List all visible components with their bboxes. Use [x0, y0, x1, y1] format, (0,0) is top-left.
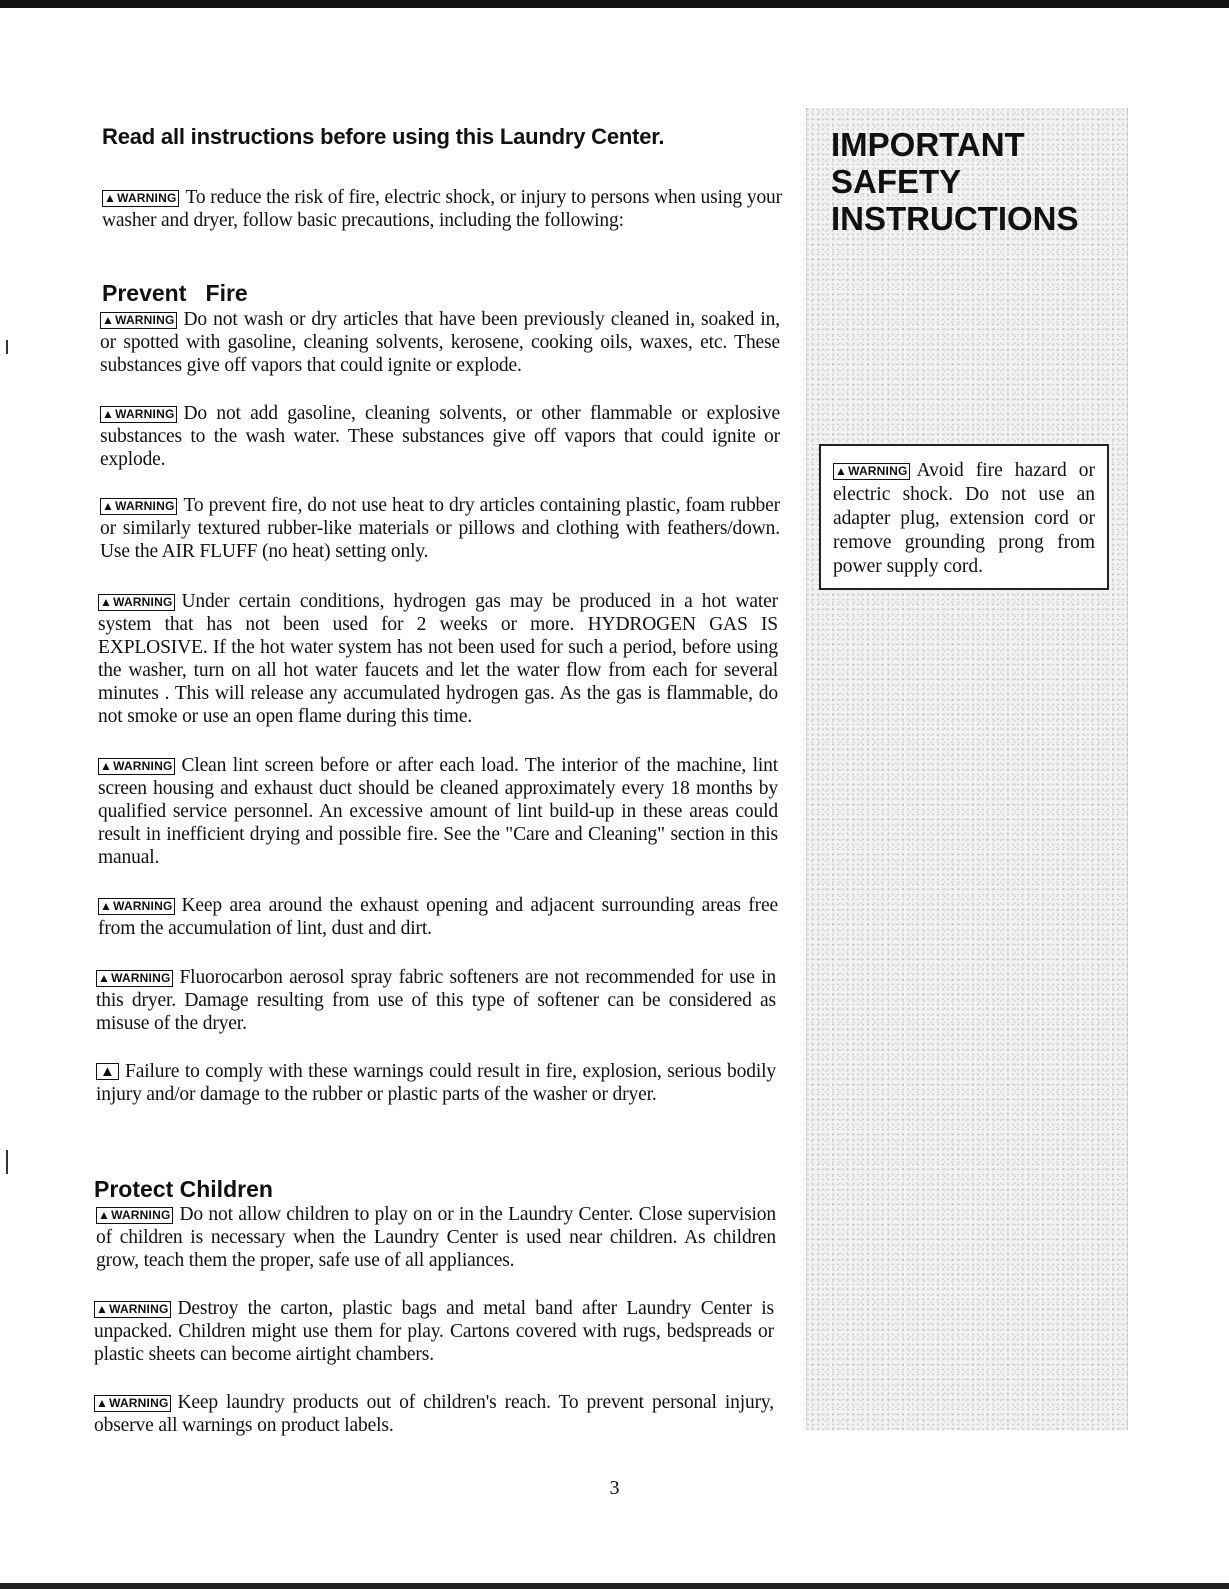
warning-triangle-icon: ▲ — [102, 407, 115, 421]
warning-item: ▲WARNING Destroy the carton, plastic bags and metal band after Laundry Center is unpacked. Children might use them for play. Cartons covered with rugs, bedspreads or plastic sheets can become airtight chambers. — [94, 1298, 774, 1365]
warning-triangle-icon: ▲ — [96, 1302, 109, 1316]
warning-item: ▲WARNING Do not allow children to play on or in the Laundry Center. Close supervision of children is necessary when the Laundry Center is used near children. As children grow, teach them the proper, safe use of all appliances. — [96, 1204, 776, 1271]
section-title-prevent-fire: Prevent Fire — [102, 280, 248, 306]
warning-badge: ▲WARNING — [98, 594, 175, 611]
warning-triangle-icon: ▲ — [98, 1208, 111, 1222]
warning-badge: ▲WARNING — [100, 498, 177, 515]
intro-warning — [102, 186, 782, 232]
warning-item: ▲WARNING To prevent fire, do not use heat to dry articles containing plastic, foam rubber or similarly textured rubber-like materials or pillows and clothing with feathers/down. Use the AIR FLUFF (no heat) setting only. — [100, 495, 780, 562]
intro-text: To reduce the risk of fire, electric shock, or injury to persons when using your washer and dryer, follow basic precautions, including the following: — [102, 187, 782, 231]
scan-bottom-edge — [0, 1583, 1229, 1589]
page-heading: Read all instructions before using this Laundry Center. — [102, 124, 665, 149]
warning-badge: ▲WARNING — [100, 406, 177, 423]
scan-top-edge — [0, 0, 1229, 8]
page-number: 3 — [609, 1477, 620, 1499]
scan-margin-mark — [6, 340, 8, 354]
warning-item: ▲WARNING Do not wash or dry articles that have been previously cleaned in, soaked in, or spotted with gasoline, cleaning solvents, kerosene, cooking oils, waxes, etc. These substances give off vapors that could ignite or explode. — [100, 309, 780, 376]
warning-triangle-icon: ▲ — [100, 595, 113, 609]
warning-badge: ▲WARNING — [833, 463, 910, 480]
warning-badge: ▲WARNING — [98, 898, 175, 915]
warning-triangle-icon: ▲ — [102, 499, 115, 513]
warning-badge: ▲WARNING — [102, 190, 179, 207]
warning-triangle-icon: ▲ — [96, 1063, 119, 1080]
warning-triangle-icon: ▲ — [98, 971, 111, 985]
safety-sidebar — [806, 108, 1128, 1430]
scan-margin-mark — [6, 1150, 8, 1174]
warning-badge: ▲WARNING — [96, 970, 173, 987]
warning-badge: ▲WARNING — [94, 1301, 171, 1318]
warning-item: ▲WARNING Clean lint screen before or after each load. The interior of the machine, lint screen housing and exhaust duct should be cleaned approximately every 18 months by qualified service personnel. An excessive amount of lint build-up in these areas could result in inefficient drying and possible fire. See the "Care and Cleaning" section in this manual. — [98, 755, 778, 868]
failure-note: ▲ Failure to comply with these warnings could result in fire, explosion, serious bodily injury and/or damage to the rubber or plastic parts of the washer or dryer. — [96, 1061, 776, 1105]
warning-triangle-icon: ▲ — [96, 1396, 109, 1410]
warning-badge: ▲WARNING — [94, 1395, 171, 1412]
section-title-protect-children: Protect Children — [94, 1176, 273, 1202]
warning-triangle-icon: ▲ — [102, 313, 115, 327]
sidebar-title: IMPORTANT SAFETY INSTRUCTIONS — [831, 126, 1079, 237]
sidebar-warning-box: ▲WARNING Avoid fire hazard or electric shock. Do not use an adapter plug, extension cord or remove grounding prong from power supply cord. — [819, 444, 1109, 590]
warning-badge: ▲WARNING — [96, 1207, 173, 1224]
warning-triangle-icon: ▲ — [100, 759, 113, 773]
warning-badge: ▲WARNING — [98, 758, 175, 775]
warning-item: ▲WARNING Fluorocarbon aerosol spray fabric softeners are not recommended for use in this dryer. Damage resulting from use of this type of softener can be considered as misuse of the dryer. — [96, 967, 776, 1034]
warning-badge: ▲WARNING — [100, 312, 177, 329]
warning-item: ▲WARNING Under certain conditions, hydrogen gas may be produced in a hot water system that has not been used for 2 weeks or more. HYDROGEN GAS IS EXPLOSIVE. If the hot water system has not been used for such a period, before using the washer, turn on all hot water faucets and let the water flow from each for several minutes . This will release any accumulated hydrogen gas. As the gas is flammable, do not smoke or use an open flame during this time. — [98, 591, 778, 727]
warning-item: ▲WARNING Do not add gasoline, cleaning solvents, or other flammable or explosive substances to the wash water. These substances give off vapors that could ignite or explode. — [100, 403, 780, 470]
warning-triangle-icon: ▲ — [104, 191, 117, 205]
warning-triangle-icon: ▲ — [835, 464, 848, 478]
warning-item: ▲WARNING Keep area around the exhaust opening and adjacent surrounding areas free from the accumulation of lint, dust and dirt. — [98, 895, 778, 939]
warning-item: ▲WARNING Keep laundry products out of children's reach. To prevent personal injury, observe all warnings on product labels. — [94, 1392, 774, 1436]
warning-triangle-icon: ▲ — [100, 899, 113, 913]
